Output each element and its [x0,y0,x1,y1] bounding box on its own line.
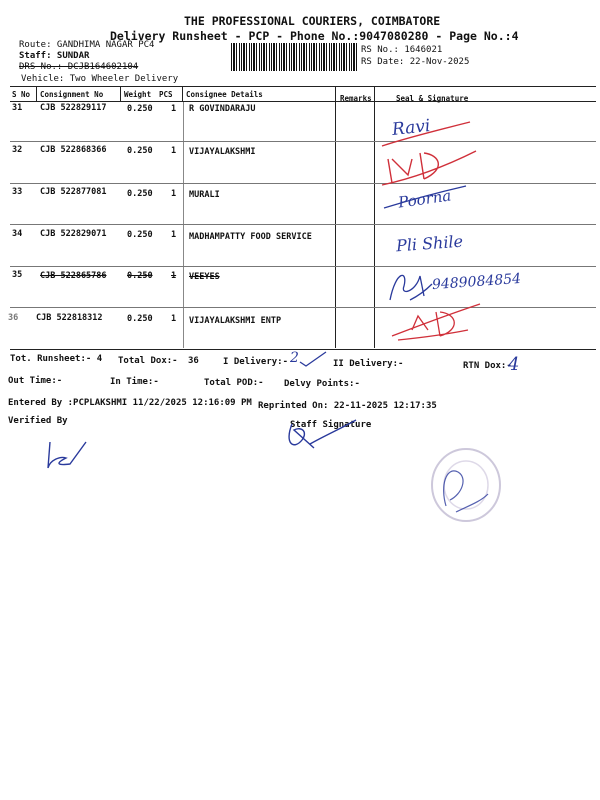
drs-number: DRS No.: DCJB164602104 [19,62,139,72]
total-dox-label: Total Dox:- [118,356,178,366]
row-consignment: CJB 522829071 [40,229,107,239]
row-weight: 0.250 [127,104,153,114]
row-consignment: CJB 522865786 [40,271,107,281]
route-label: Route: GANDHIMA NAGAR PC4 [19,40,155,50]
delvy-points: Delvy Points:- [284,379,360,389]
row-divider [10,141,596,142]
row-sno: 34 [12,229,23,239]
row-sno: 32 [12,145,23,155]
row-weight: 0.250 [127,146,153,156]
runsheet-title: Delivery Runsheet - PCP - Phone No.:9047080280 - Page No.:4 [110,29,519,43]
row-pcs: 1 [171,104,177,114]
row-divider [10,307,596,308]
barcode-image [231,43,357,71]
reprinted-on: Reprinted On: 22-11-2025 12:17:35 [258,401,437,411]
col-header-consignee: Consignee Details [186,90,263,99]
entered-by: Entered By :PCPLAKSHMI 11/22/2025 12:16:09 PM [8,398,252,408]
total-pod: Total POD:- [204,378,264,388]
handwritten-poorna: Poorna [397,186,453,212]
i-delivery-label: I Delivery:- [223,357,289,367]
staff-label: Staff: SUNDAR [19,51,90,61]
row-consignee: VIJAYALAKSHMI [189,147,256,157]
rs-number: RS No.: 1646021 [361,45,443,55]
delivery-tick [298,350,328,368]
row-consignee: VEEYES [189,272,220,282]
col-header-remarks: Remarks [340,94,372,103]
out-time: Out Time:- [8,376,63,386]
row-weight: 0.250 [127,314,153,324]
handwritten-ravi: Ravi [391,116,432,140]
row-weight: 0.250 [127,189,153,199]
in-time: In Time:- [110,377,159,387]
staff-signature-label: Staff Signature [290,420,372,430]
row-pcs: 1 [171,314,177,324]
company-title: THE PROFESSIONAL COURIERS, COIMBATORE [184,14,441,28]
row-divider [10,224,596,225]
handwritten-row34: Pli Shile [395,231,464,256]
row-consignment: CJB 522829117 [40,103,107,113]
row-weight: 0.250 [127,230,153,240]
row-sno: 35 [12,270,23,280]
red-signature-row36 [388,300,488,345]
total-dox-value: 36 [188,356,199,366]
row-consignee: MURALI [189,190,220,200]
rs-date: RS Date: 22-Nov-2025 [361,57,470,67]
col-header-sno: S No [12,90,31,99]
row-consignment: CJB 522868366 [40,145,107,155]
row-sno: 31 [12,103,23,113]
handwritten-phone: 9489084854 [431,270,522,294]
col-rule [120,86,121,102]
col-rule [335,86,336,348]
row-consignment: CJB 522877081 [40,187,107,197]
vehicle-label: Vehicle: Two Wheeler Delivery [21,74,179,84]
row-pcs: 1 [171,189,177,199]
row-sno: 36 [8,313,19,323]
col-header-pcs: PCS [159,90,173,99]
row-consignee: VIJAYALAKSHMI ENTP [189,316,282,326]
row-divider [10,183,596,184]
handwritten-rtn-count: 4 [508,354,520,375]
row-consignment: CJB 522818312 [36,313,103,323]
col-rule [182,86,183,102]
row-consignee: R GOVINDARAJU [189,104,256,114]
verified-by: Verified By [8,416,68,426]
col-rule [36,86,37,102]
row-pcs: 1 [171,146,177,156]
col-rule [183,102,184,348]
ii-delivery-label: II Delivery:- [333,359,404,369]
row-sno: 33 [12,187,23,197]
col-header-consignment: Consignment No [40,90,104,99]
row-weight: 0.250 [127,271,153,281]
rtn-dox-label: RTN Dox:- [463,361,512,371]
col-rule [374,86,375,348]
handwritten-delivery-count: 2 [290,350,299,366]
staff-signature [280,418,360,452]
row-consignee: MADHAMPATTY FOOD SERVICE [189,232,312,242]
col-header-weight: Weight [124,90,152,99]
company-stamp [428,446,504,524]
row-divider [10,266,596,267]
col-header-seal-signature: Seal & Signature [396,94,469,103]
table-header-rule [10,101,596,102]
tot-runsheet: Tot. Runsheet:- 4 [10,354,103,364]
table-top-rule [10,86,596,87]
verified-signature [40,438,90,472]
blue-underline-row33 [380,182,470,212]
row-pcs: 1 [171,271,177,281]
row-pcs: 1 [171,230,177,240]
